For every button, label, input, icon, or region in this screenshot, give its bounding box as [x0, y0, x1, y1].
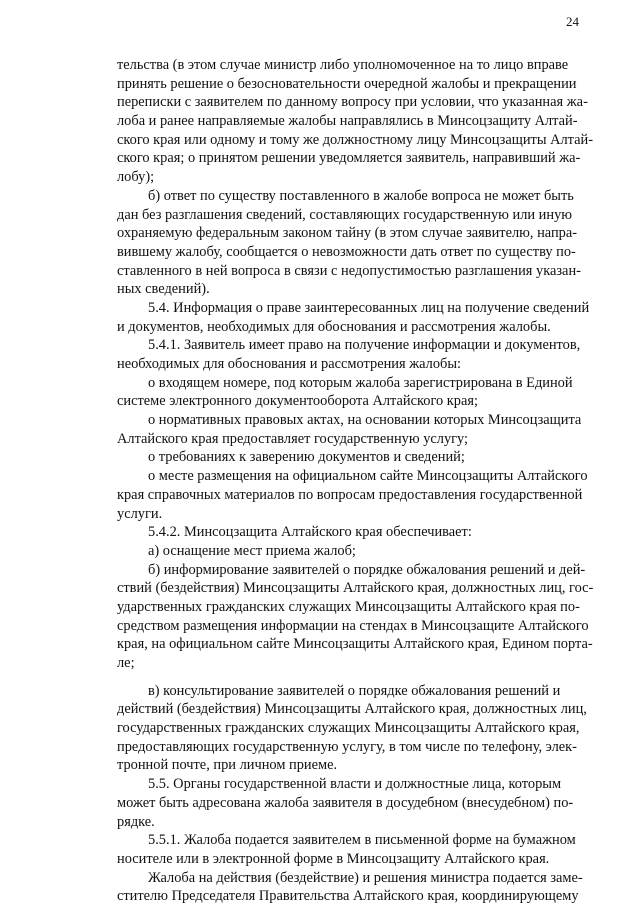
text-line: о нормативных правовых актах, на основании которых Минсоцзащита	[148, 412, 582, 429]
text-line: ствий (бездействия) Минсоцзащиты Алтайского края, должностных лиц, гос-	[117, 580, 594, 597]
text-line: 5.5.1. Жалоба подается заявителем в письменной форме на бумажном	[148, 832, 576, 849]
text-line: ле;	[117, 655, 135, 671]
text-line: Алтайского края предоставляет государственную услугу;	[117, 430, 469, 447]
page-number: 24	[566, 14, 579, 29]
text-line: необходимых для обоснования и рассмотрения жалобы:	[117, 356, 462, 372]
text-line: б) информирование заявителей о порядке обжалования решений и дей-	[148, 561, 586, 578]
text-line: б) ответ по существу поставленного в жалобе вопроса не может быть	[148, 187, 574, 204]
text-line: в) консультирование заявителей о порядке обжалования решений и	[148, 682, 561, 699]
text-line: дан без разглашения сведений, составляющих государственную или иную	[117, 206, 573, 223]
text-line: стителю Председателя Правительства Алтайского края, координирующему	[117, 888, 579, 905]
text-line: о требованиях к заверению документов и сведений;	[148, 449, 465, 466]
text-line: 5.4. Информация о праве заинтересованных лиц на получение сведений	[148, 299, 590, 316]
text-line: ского края; о принятом решении уведомляется заявитель, направивший жа-	[117, 150, 581, 167]
text-line: о месте размещения на официальном сайте Минсоцзащиты Алтайского	[148, 468, 588, 485]
text-line: тронной почте, при личном приеме.	[117, 757, 338, 774]
text-line: и документов, необходимых для обоснования и рассмотрения жалобы.	[117, 318, 551, 335]
text-line: вившему жалобу, сообщается о невозможности дать ответ по существу по-	[117, 243, 576, 260]
text-line: края, на официальном сайте Минсоцзащиты Алтайского края, Едином порта-	[117, 636, 593, 653]
text-line: носителе или в электронной форме в Минсоцзащиту Алтайского края.	[117, 850, 550, 867]
text-line: ударственных гражданских служащих Минсоцзащиты Алтайского края по-	[117, 598, 580, 615]
text-line: ных сведений).	[117, 281, 210, 298]
text-line: системе электронного документооборота Алтайского края;	[117, 393, 478, 410]
text-line: предоставляющих государственную услугу, в том числе по телефону, элек-	[117, 738, 577, 755]
text-line: переписки с заявителем по данному вопросу при условии, что указанная жа-	[117, 94, 588, 111]
text-line: 5.4.2. Минсоцзащита Алтайского края обеспечивает:	[148, 524, 472, 541]
text-line: государственных гражданских служащих Минсоцзащиты Алтайского края,	[117, 720, 580, 737]
text-line: может быть адресована жалоба заявителя в досудебном (внесудебном) по-	[117, 794, 574, 811]
paragraph-gap	[117, 673, 596, 682]
text-line: рядке.	[117, 813, 155, 830]
text-line: 5.5. Органы государственной власти и должностные лица, которым	[148, 776, 562, 793]
text-line: Жалоба на действия (бездействие) и решения министра подается заме-	[148, 869, 583, 886]
text-line: принять решение о безосновательности очередной жалобы и прекращении	[117, 75, 577, 92]
document-body	[117, 56, 596, 906]
text-line: а) оснащение мест приема жалоб;	[148, 542, 356, 559]
text-line: лоба и ранее направляемые жалобы направлялись в Минсоцзащиту Алтай-	[117, 113, 578, 130]
text-line: средством размещения информации на стендах в Минсоцзащите Алтайского	[117, 617, 589, 634]
text-line: ставленного в ней вопроса в связи с недопустимостью разглашения указан-	[117, 262, 581, 279]
text-line: охраняемую федеральным законом тайну (в этом случае заявителю, напра-	[117, 225, 578, 242]
text-line: 5.4.1. Заявитель имеет право на получение информации и документов,	[148, 337, 581, 354]
text-line: услуги.	[117, 505, 163, 522]
text-line: тельства (в этом случае министр либо уполномоченное на то лицо вправе	[117, 57, 569, 73]
text-line: ского края или одному и тому же должностному лицу Минсоцзащиты Алтай-	[117, 131, 593, 148]
text-line: лобу);	[117, 169, 155, 186]
text-line: действий (бездействия) Минсоцзащиты Алтайского края, должностных лиц,	[117, 701, 587, 718]
text-line: края справочных материалов по вопросам предоставления государственной	[117, 486, 583, 503]
text-line: о входящем номере, под которым жалоба зарегистрирована в Единой	[148, 374, 573, 391]
